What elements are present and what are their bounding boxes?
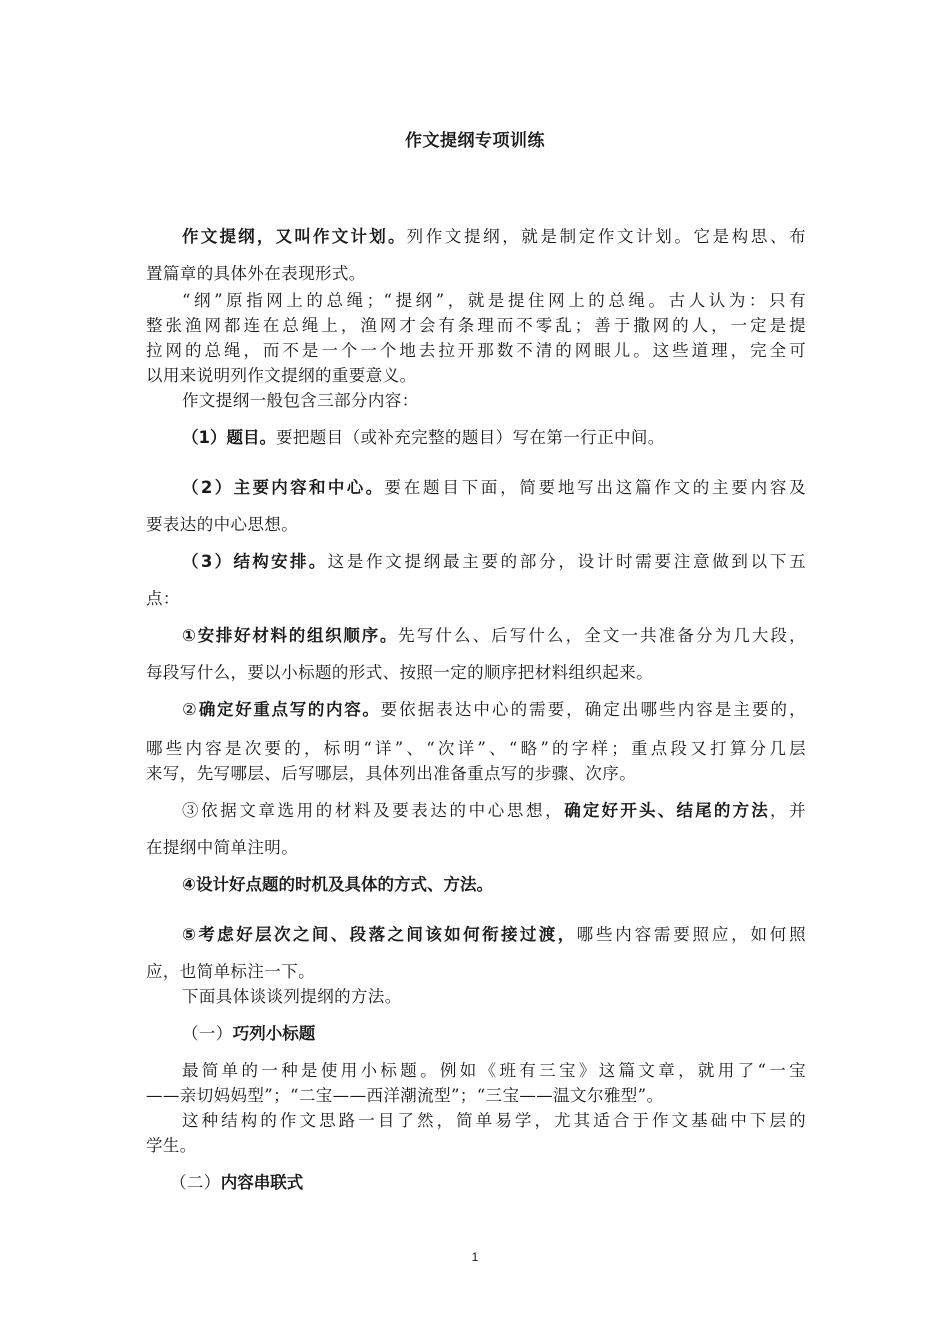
paragraph-line: 整张渔网都连在总绳上，渔网才会有条理而不零乱；善于撒网的人，一定是提 [146, 316, 806, 335]
bold-phrase: （1）题目。 [182, 428, 276, 447]
bold-phrase: （3）结构安排。 [182, 552, 328, 571]
paragraph-line: 学生。 [146, 1136, 197, 1155]
paragraph-line: 这种结构的作文思路一目了然，简单易学，尤其适合于作文基础中下层的 [182, 1111, 806, 1130]
paragraph-line: （1）题目。要把题目（或补充完整的题目）写在第一行正中间。 [182, 428, 665, 447]
paragraph-line: ——亲切妈妈型”；“二宝——西洋潮流型”；“三宝——温文尔雅型”。 [146, 1086, 664, 1105]
bold-phrase: （2）主要内容和中心。 [182, 478, 385, 497]
paragraph-line: 作文提纲，又叫作文计划。列作文提纲，就是制定作文计划。它是构思、布 [182, 227, 807, 246]
section-heading: （一）巧列小标题 [182, 1024, 316, 1043]
paragraph-line: （2）主要内容和中心。要在题目下面，简要地写出这篇作文的主要内容及 [182, 478, 806, 497]
paragraph-line: 要表达的中心思想。 [146, 515, 299, 534]
bold-phrase: ⑤考虑好层次之间、段落之间该如何衔接过渡， [182, 925, 577, 944]
bold-phrase: 作文提纲，又叫作文计划。 [182, 227, 407, 246]
paragraph-line: 拉网的总绳，而不是一个一个地去拉开那数不清的网眼儿。这些道理，完全可 [146, 341, 806, 360]
paragraph-line: 下面具体谈谈列提纲的方法。 [182, 987, 402, 1006]
paragraph-line: 来写，先写哪层、后写哪层，具体列出准备重点写的步骤、次序。 [146, 764, 637, 783]
paragraph-line: 点： [146, 589, 180, 608]
paragraph-line: 以用来说明列作文提纲的重要意义。 [146, 366, 417, 385]
paragraph-line: 哪些内容是次要的，标明“详”、“次详”、“略”的字样；重点段又打算分几层 [146, 739, 806, 758]
page-number: 1 [471, 1250, 479, 1264]
paragraph-line: ①安排好材料的组织顺序。先写什么、后写什么，全文一共准备分为几大段， [182, 626, 806, 645]
paragraph-line: ③依据文章选用的材料及要表达的中心思想，确定好开头、结尾的方法，并 [182, 801, 807, 820]
paragraph-line: ②确定好重点写的内容。要依据表达中心的需要，确定出哪些内容是主要的， [182, 700, 807, 719]
paragraph-line: 最简单的一种是使用小标题。例如《班有三宝》这篇文章，就用了“一宝 [182, 1061, 806, 1080]
paragraph-line: 应，也简单标注一下。 [146, 962, 315, 981]
bold-phrase: 确定好重点写的内容。 [198, 700, 381, 719]
section-heading: （二）内容串联式 [170, 1173, 304, 1192]
paragraph-line: “纲”原指网上的总绳；“提纲”，就是提住网上的总绳。古人认为：只有 [182, 291, 806, 310]
bold-phrase: ①安排好材料的组织顺序。 [182, 626, 399, 645]
paragraph-line [146, 873, 842, 897]
bold-phrase: 确定好开头、结尾的方法 [564, 801, 770, 820]
bold-phrase: ④设计好点题的时机及具体的方式、方法。 [182, 875, 493, 894]
paragraph-line: ⑤考虑好层次之间、段落之间该如何衔接过渡，哪些内容需要照应，如何照 [182, 925, 806, 944]
paragraph-line: 作文提纲一般包含三部分内容： [182, 391, 419, 410]
paragraph-line: （3）结构安排。这是作文提纲最主要的部分，设计时需要注意做到以下五 [182, 552, 807, 571]
paragraph-line: 置篇章的具体外在表现形式。 [146, 264, 366, 283]
paragraph-line: 每段写什么，要以小标题的形式、按照一定的顺序把材料组织起来。 [146, 663, 653, 682]
paragraph-line: 在提纲中简单注明。 [146, 838, 299, 857]
document-title: 作文提纲专项训练 [405, 131, 545, 151]
